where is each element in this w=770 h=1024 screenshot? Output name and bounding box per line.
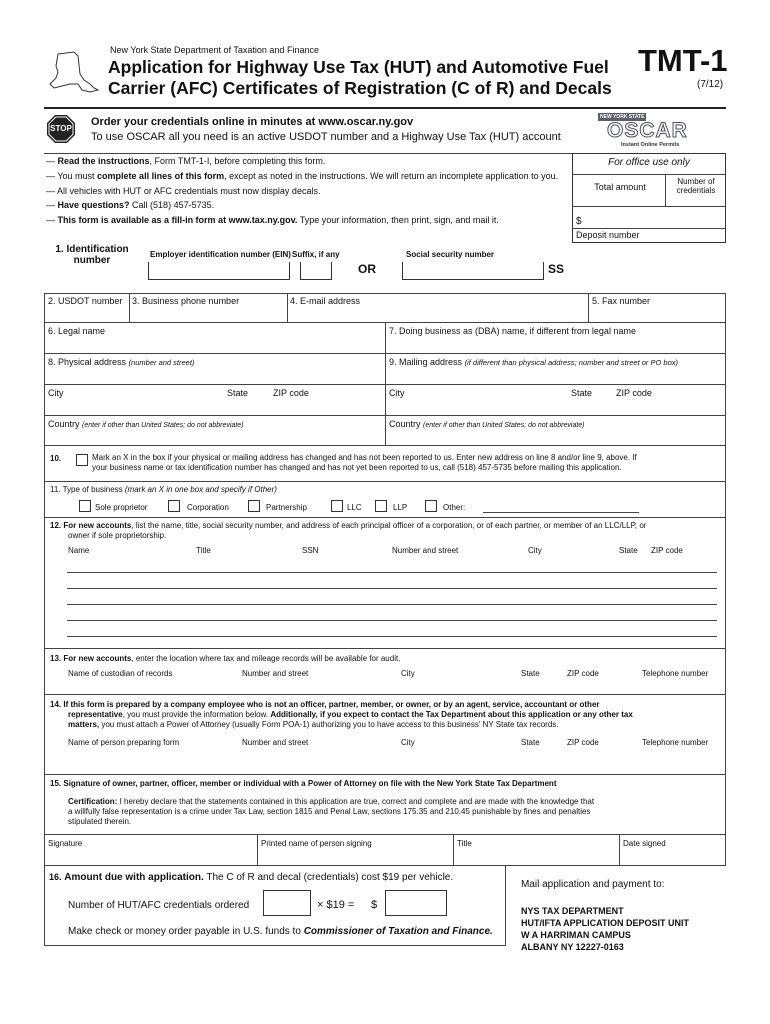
line-11-section [44,482,726,518]
col-title: Title [196,546,211,555]
form-title-line2: Carrier (AFC) Certificates of Registration (C of R) and Decals [108,78,612,98]
line-12-text-1: 12. For new accounts, list the name, title, social security number, and address of each principal officer of a corporation, or of each partner, or member of an LLC/LLP, or [50,521,647,530]
custodian-input[interactable] [68,679,718,692]
stop-sign-icon [46,114,76,144]
col-state: State [619,546,638,555]
physical-street-input[interactable] [50,368,380,382]
amount-dollar: $ [371,899,378,911]
preparer-phone-label: Telephone number [642,738,709,747]
line-14-text-2: representative, you must provide the information below. Additionally, if you expect to contact the Tax Department about this application or any other tax [68,710,633,719]
custodian-city-label: City [401,669,415,678]
col-name: Name [68,546,90,555]
multiply-label: × $19 = [317,899,355,911]
line-14-text-3: matters, you must attach a Power of Attorney (usually Form POA-1) authorizing you to have access to this business' NY State tax records. [68,720,559,729]
line-10-number: 10. [50,454,62,463]
credentials-count-input[interactable] [263,890,311,916]
oscar-logo [595,113,688,149]
business-type-label: 11. Type of business (mark an X in one box and specify if Other) [50,485,277,494]
sole-proprietor-label: Sole proprietor [95,503,148,512]
office-use-box [572,153,726,243]
llc-checkbox[interactable] [331,500,343,512]
officer-row-4[interactable] [67,620,717,621]
ssn-label: Social security number [406,250,495,259]
other-specify-input[interactable] [483,499,639,511]
mailing-state-label: State [571,388,593,398]
mailing-city-label: City [389,388,405,398]
sole-proprietor-checkbox[interactable] [79,500,91,512]
promo-line1: Order your credentials online in minutes at www.oscar.ny.gov [91,116,414,128]
date-signed-input[interactable] [623,849,721,863]
line-14-section [44,695,726,775]
instruction-1: — Read the instructions, Form TMT-1-I, before completing this form. [46,156,326,166]
preparer-zip-label: ZIP code [567,738,599,747]
line-13-section [44,649,726,695]
dba-label: 7. Doing business as (DBA) name, if different from legal name [389,326,636,336]
officer-row-5[interactable] [67,636,717,637]
line-15-section [44,775,726,866]
oscar-sub: Instant Online Permits [621,142,680,148]
instruction-3: — All vehicles with HUT or AFC credentials must now display decals. [46,186,321,196]
corporation-label: Corporation [187,503,229,512]
mail-address-2: HUT/IFTA APPLICATION DEPOSIT UNIT [521,918,689,928]
col-ssn: SSN [302,546,319,555]
llp-checkbox[interactable] [375,500,387,512]
amount-due-title: 16. Amount due with application. The C of R and decal (credentials) cost $19 per vehicle. [49,872,454,883]
line-16-section [44,866,506,946]
col-street: Number and street [392,546,459,555]
signature-input[interactable] [48,849,253,863]
line-14-text-1: 14. If this form is prepared by a company employee who is not an officer, partner, member, or owner, or by an agent, service, accountant or other [50,700,600,709]
ny-state-outline-icon [44,50,100,96]
mail-to-box [506,866,726,966]
instruction-4: — Have questions? Call (518) 457-5735. [46,200,215,210]
preparer-state-label: State [521,738,540,747]
fax-label: 5. Fax number [592,296,651,306]
officer-row-2[interactable] [67,588,717,589]
physical-country-label: Country (enter if other than United States; do not abbreviate) [48,419,244,429]
certification-line-1: Certification: I hereby declare that the statements contained in this application are true, correct and complete and are made with the knowledge that [68,797,595,806]
mail-address-1: NYS TAX DEPARTMENT [521,906,624,916]
other-label: Other: [443,503,466,512]
physical-address-label: 8. Physical address (number and street) [48,357,195,367]
custodian-label: Name of custodian of records [68,669,173,678]
amount-input[interactable] [385,890,447,916]
phone-input[interactable] [134,306,284,320]
title-input[interactable] [457,849,615,863]
line-15-title: 15. Signature of owner, partner, officer, member or individual with a Power of Attorney on file with the New York State Tax Department [50,779,557,788]
form-title-line1: Application for Highway Use Tax (HUT) and Automotive Fuel [108,57,609,77]
credentials-count-label: Number of HUT/AFC credentials ordered [68,900,250,911]
line-10-section [44,446,726,482]
other-checkbox[interactable] [425,500,437,512]
line-12-section [44,518,726,649]
mail-address-3: W A HARRIMAN CAMPUS [521,930,631,940]
agency-name: New York State Department of Taxation and Finance [110,45,319,55]
custodian-phone-label: Telephone number [642,669,709,678]
custodian-state-label: State [521,669,540,678]
line-10-text-2: your business name or tax identification number has changed and has not yet been reported to us, call (518) 457-5735 before mailing this application. [92,463,622,472]
office-dollar: $ [576,216,582,227]
ein-label: Employer identification number (EIN) [150,250,291,259]
mailing-zip-label: ZIP code [616,388,652,398]
corporation-checkbox[interactable] [168,500,180,512]
office-use-title: For office use only [608,157,690,168]
certification-line-2: a willfully false representation is a crime under Tax Law, section 1815 and Penal Law, sections 175.35 and 210.45 punishable by fines and penalties [68,807,591,816]
instruction-2: — You must complete all lines of this form, except as noted in the instructions. We will return an incomplete application to you. [46,171,559,181]
form-id: TMT-1 [638,43,728,78]
line-13-text: 13. For new accounts, enter the location where tax and mileage records will be available for audit. [50,654,401,663]
suffix-input[interactable] [300,262,332,280]
usdot-input[interactable] [50,306,126,320]
line-12-text-2: owner if sole proprietorship. [68,531,167,540]
printed-name-input[interactable] [261,849,449,863]
preparer-city-label: City [401,738,415,747]
physical-state-label: State [227,388,249,398]
signature-label: Signature [48,839,83,848]
llp-label: LLP [393,503,408,512]
custodian-street-label: Number and street [242,669,309,678]
partnership-checkbox[interactable] [248,500,260,512]
email-input[interactable] [292,306,584,320]
payable-text: Make check or money order payable in U.S. funds to Commissioner of Taxation and Finance. [68,926,493,937]
officer-row-3[interactable] [67,604,717,605]
row-contact [44,293,726,323]
legal-name-label: 6. Legal name [48,326,106,336]
fax-input[interactable] [594,306,722,320]
office-deposit-number: Deposit number [576,230,640,240]
mail-to-label: Mail application and payment to: [521,879,665,890]
row-addresses [44,354,726,446]
certification-line-3: stipulated therein. [68,817,132,826]
identification-label: 1. Identification number [55,244,129,266]
office-total-amount: Total amount [594,182,646,192]
office-credentials: Number of credentials [676,177,716,195]
title-label: Title [457,839,472,848]
oscar-word: OSCAR [607,119,688,142]
instruction-5: — This form is available as a fill-in form at www.tax.ny.gov. Type your information, then print, sign, and mail it. [46,215,499,225]
preparer-street-label: Number and street [242,738,309,747]
or-label: OR [358,262,376,276]
usdot-label: 2. USDOT number [48,296,123,306]
physical-city-label: City [48,388,64,398]
mailing-country-label: Country (enter if other than United States; do not abbreviate) [389,419,585,429]
suffix-label: Suffix, if any [292,250,340,259]
address-changed-checkbox[interactable] [76,454,88,466]
ein-input[interactable] [148,262,290,280]
mailing-address-label: 9. Mailing address (if different than physical address; number and street or PO box) [389,357,679,367]
col-zip: ZIP code [651,546,683,555]
dba-input[interactable] [391,337,721,351]
line-10-text-1: Mark an X in the box if your physical or mailing address has changed and has not been reported to us. Enter new address on line 8 and/or line 9, above. If [92,453,637,462]
physical-zip-label: ZIP code [273,388,309,398]
ss-label: SS [548,262,565,276]
officer-row-1[interactable] [67,572,717,573]
row-names [44,323,726,354]
mailing-street-input[interactable] [391,368,721,382]
email-label: 4. E-mail address [290,296,361,306]
preparer-input[interactable] [68,750,718,768]
oscar-top: NEW YORK STATE [600,114,645,120]
legal-name-input[interactable] [50,337,380,351]
partnership-label: Partnership [266,503,307,512]
custodian-zip-label: ZIP code [567,669,599,678]
printed-name-label: Printed name of person signing [261,839,372,848]
col-city: City [528,546,542,555]
form-revision: (7/12) [697,79,724,90]
mail-address-4: ALBANY NY 12227-0163 [521,942,624,952]
date-signed-label: Date signed [623,839,666,848]
phone-label: 3. Business phone number [132,296,240,306]
llc-label: LLC [347,503,362,512]
stop-label: STOP [50,124,72,133]
preparer-name-label: Name of person preparing form [68,738,180,747]
ssn-input[interactable] [402,262,544,280]
promo-line2: To use OSCAR all you need is an active USDOT number and a Highway Use Tax (HUT) account [91,131,561,143]
